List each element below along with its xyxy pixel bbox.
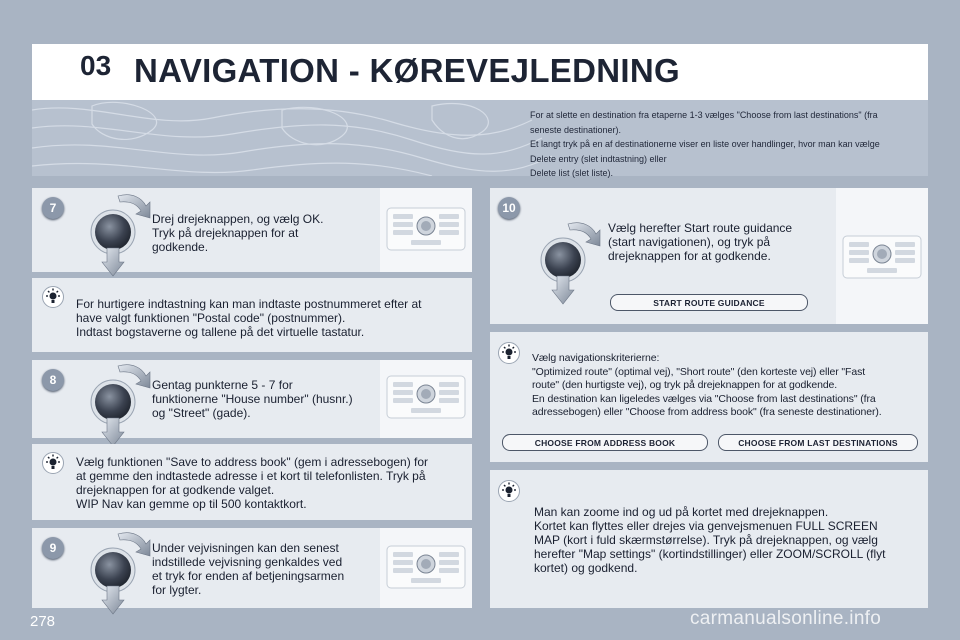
step-line: Tryk på drejeknappen for at xyxy=(152,226,299,240)
choose-from-last-destinations-button[interactable]: CHOOSE FROM LAST DESTINATIONS xyxy=(718,434,918,451)
tip-line: MAP (kort i fuld skærmstørrelse). Tryk på drejeknappen, og vælg xyxy=(534,533,878,547)
tip-line: Man kan zoome ind og ud på kortet med drejeknappen. xyxy=(534,505,829,519)
rotary-knob-icon xyxy=(80,362,152,448)
radio-panel-image xyxy=(380,528,472,608)
tip-line: WIP Nav kan gemme op til 500 kontaktkort. xyxy=(76,497,307,511)
step-line: Drej drejeknappen, og vælg OK. xyxy=(152,212,324,226)
step-number-10: 10 xyxy=(498,197,520,219)
rotary-knob-icon xyxy=(80,530,152,616)
step-line: Gentag punkterne 5 - 7 for xyxy=(152,378,293,392)
info-bulb-icon xyxy=(42,286,64,308)
tip-line: Vælg navigationskriterierne: xyxy=(532,352,660,364)
step-text-9 xyxy=(152,541,374,597)
tip-line: adressebogen) eller "Choose from address book" (fra seneste destinationer). xyxy=(532,406,882,418)
step-number-7: 7 xyxy=(42,197,64,219)
intro-line: seneste destinationer). xyxy=(530,124,622,135)
tip-line: kortet) og godkend. xyxy=(534,561,638,575)
info-bulb-icon xyxy=(498,480,520,502)
step-text-7 xyxy=(152,212,372,254)
step-line: et tryk for enden af betjeningsarmen xyxy=(152,569,345,583)
step-line: drejeknappen for at godkende. xyxy=(608,249,771,263)
intro-line: For at slette en destination fra etaperne 1-3 vælges "Choose from last destinations" (fra xyxy=(530,110,878,120)
radio-panel-image xyxy=(380,360,472,438)
chapter-number: 03 xyxy=(80,50,112,81)
step-line: Vælg herefter Start route guidance xyxy=(608,221,793,235)
step-line: Under vejvisningen kan den senest xyxy=(152,541,339,555)
intro-line: Et langt tryk på en af destinationerne viser en liste over handlinger, hvor man kan vælge xyxy=(530,139,880,149)
start-route-guidance-button[interactable]: START ROUTE GUIDANCE xyxy=(610,294,808,311)
intro-text xyxy=(530,108,914,181)
radio-panel-image xyxy=(836,188,928,324)
tip-text-postal-code xyxy=(76,297,468,339)
radio-panel-image xyxy=(380,188,472,272)
tip-line: En destination kan ligeledes vælges via "Choose from last destinations" (fra xyxy=(532,392,876,405)
info-bulb-icon xyxy=(498,342,520,364)
step-line: (start navigationen), og tryk på xyxy=(608,235,771,249)
step-line: funktionerne "House number" (husnr.) xyxy=(152,392,353,406)
step-text-10 xyxy=(608,221,828,263)
tip-line: Indtast bogstaverne og tallene på det virtuelle tastatur. xyxy=(76,325,365,339)
tip-text-address-book xyxy=(76,455,468,511)
tip-line: Kortet kan flyttes eller drejes via genvejsmenuen FULL SCREEN xyxy=(534,519,878,533)
step-text-8 xyxy=(152,378,374,420)
tip-line: have valgt funktionen "Postal code" (postnummer). xyxy=(76,311,346,325)
step-line: indstillede vejvisning genkaldes ved xyxy=(152,555,343,569)
page-number: 278 xyxy=(30,613,56,630)
step-number-9: 9 xyxy=(42,537,64,559)
page-title: NAVIGATION - KØREVEJLEDNING xyxy=(134,52,680,89)
step-number-8: 8 xyxy=(42,369,64,391)
intro-line: Delete entry (slet indtastning) eller xyxy=(530,153,667,164)
tip-line: route" (den hurtigste vej), og tryk på drejeknappen for at godkende. xyxy=(532,379,838,391)
watermark: carmanualsonline.info xyxy=(690,608,882,629)
choose-from-address-book-button[interactable]: CHOOSE FROM ADDRESS BOOK xyxy=(502,434,708,451)
rotary-knob-icon xyxy=(530,220,602,306)
rotary-knob-icon xyxy=(80,192,152,278)
tip-line: at gemme den indtastede adresse i et kort til telefonlisten. Tryk på xyxy=(76,469,426,483)
tip-text-route-criteria xyxy=(532,352,924,420)
tip-text-map-zoom xyxy=(534,505,926,575)
tip-line: "Optimized route" (optimal vej), "Short route" (den korteste vej) eller "Fast xyxy=(532,365,866,378)
tip-line: drejeknappen for at godkende valget. xyxy=(76,483,275,497)
step-line: godkende. xyxy=(152,240,209,254)
info-bulb-icon xyxy=(42,452,64,474)
intro-line: Delete list (slet liste). xyxy=(530,168,614,178)
step-line: og "Street" (gade). xyxy=(152,406,251,420)
tip-line: Vælg funktionen "Save to address book" (gem i adressebogen) for xyxy=(76,455,429,469)
step-line: for lygter. xyxy=(152,583,202,597)
tip-line: herefter "Map settings" (kortindstillinger) eller ZOOM/SCROLL (flyt xyxy=(534,547,886,561)
tip-line: For hurtigere indtastning kan man indtaste postnummeret efter at xyxy=(76,297,422,311)
